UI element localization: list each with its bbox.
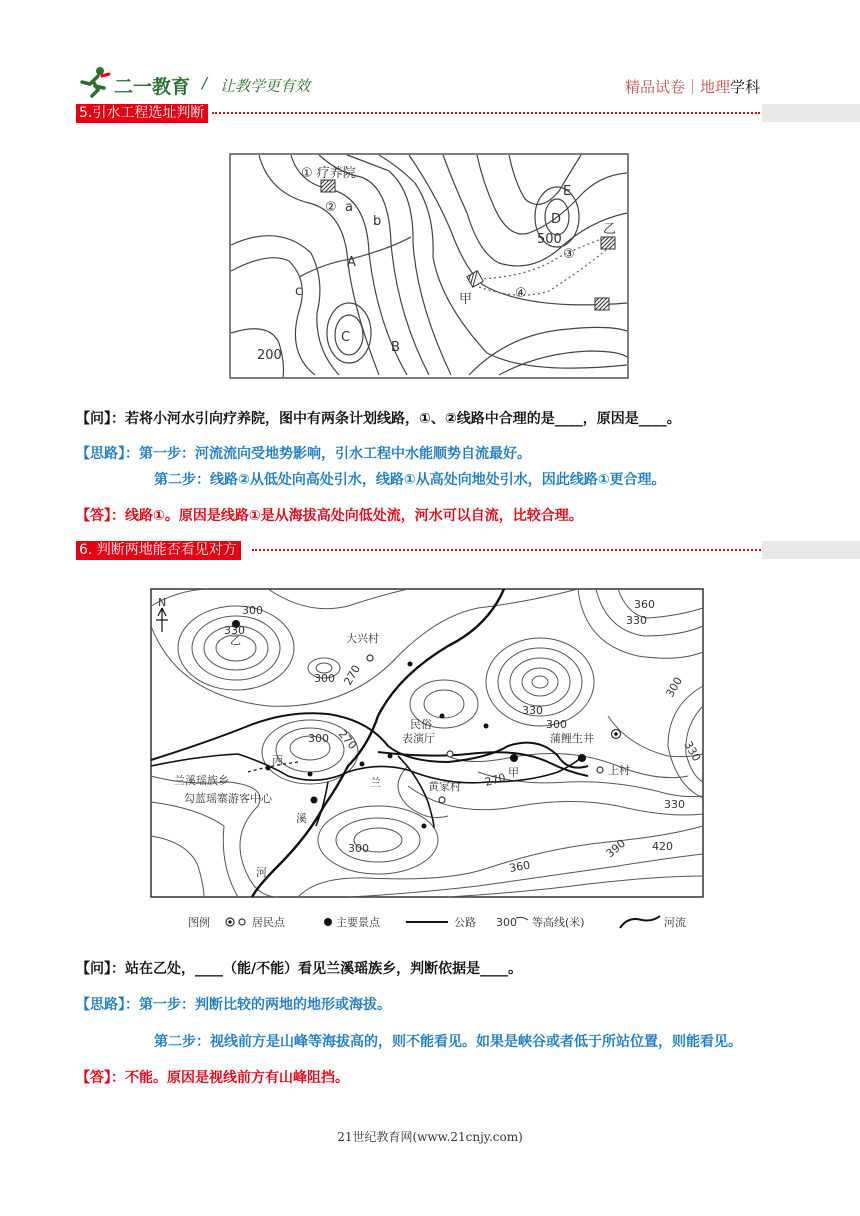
scenic-dot: [484, 724, 489, 729]
scenic-dot: [510, 754, 518, 762]
header-slogan: 让教学更有效: [220, 77, 311, 95]
logo-text: 二一教育: [114, 76, 191, 98]
label-270-c: 270: [483, 770, 508, 789]
label-bing: 丙: [272, 754, 283, 767]
section6-question: [76, 958, 522, 978]
label-300-tr: 300: [546, 718, 567, 731]
label-330-r: 330: [681, 739, 704, 764]
legend-residence-icon-open: [239, 919, 245, 925]
answer-tag: 【答】: [76, 1070, 111, 1086]
question-text: ：若将小河水引向疗养院，图中有两条计划线路，①、②线路中合理的是____，原因是____。: [111, 411, 681, 427]
label-390: 390: [603, 836, 629, 861]
legend-residence-icon-dot: [228, 920, 231, 923]
scenic-dot: [578, 754, 586, 762]
label-270-b: 270: [335, 727, 360, 753]
header-quality-papers: 精品试卷: [625, 78, 686, 96]
scenic-dot: [440, 714, 445, 719]
legend-river-icon: [620, 916, 660, 928]
think-text: ：第一步：判断比较的两地的地形或海拔。: [125, 997, 391, 1013]
question-tag: 【问】: [76, 411, 111, 427]
scenic-dot: [311, 797, 318, 804]
scenic-dot: [266, 766, 271, 771]
map-legend: [188, 915, 686, 929]
label-420: 420: [652, 840, 673, 853]
label-xi: 溪: [296, 812, 307, 825]
label-a: a: [345, 200, 353, 215]
label-b: b: [373, 214, 382, 229]
hatched-sanatorium-icon: [321, 180, 335, 192]
think-tag: 【思路】: [76, 997, 125, 1013]
think-text: ：第一步：河流流向受地势影响，引水工程中水能顺势自流最好。: [125, 446, 531, 462]
label-yi: 乙: [603, 222, 617, 237]
residence-icon: [367, 655, 373, 661]
label-minsu-1: 民俗: [410, 718, 432, 731]
think-tag: 【思路】: [76, 446, 125, 462]
label-puli: 蒲鲤生井: [550, 732, 594, 745]
label-500: 500: [537, 232, 562, 247]
label-330-c: 330: [522, 704, 543, 717]
label-jia: 甲: [459, 292, 473, 307]
legend-road: 公路: [454, 916, 476, 929]
section5-answer: [76, 505, 583, 525]
label-huangjia: 黄家村: [428, 780, 461, 793]
legend-scenic: 主要景点: [336, 916, 380, 929]
label-300-bing: 300: [308, 732, 329, 745]
question-text: ：站在乙处，____（能/不能）看见兰溪瑶族乡，判断依据是____。: [111, 961, 523, 977]
section5-think-step1: [76, 443, 531, 463]
label-sanatorium: ① 疗养院: [301, 166, 356, 181]
label-route2: ②: [325, 200, 337, 215]
scenic-dot: [308, 772, 313, 777]
residence-icon: [597, 767, 603, 773]
section6-answer: [76, 1067, 349, 1087]
section6-think-step1: [76, 994, 391, 1014]
page-header: [74, 64, 786, 104]
section6-dotted-line: [252, 549, 768, 551]
topographic-map-2: [148, 586, 710, 936]
label-330-tr: 330: [626, 614, 647, 627]
header-subject: [625, 76, 760, 97]
label-E: E: [563, 184, 572, 199]
legend-contour-val: 300: [496, 916, 517, 929]
label-270-a: 270: [341, 662, 364, 688]
answer-text: ：不能。原因是视线前方有山峰阻挡。: [111, 1070, 349, 1086]
residence-icon: [439, 797, 445, 803]
label-yi: 乙: [230, 634, 241, 647]
label-c: c: [295, 284, 303, 299]
hatched-box-icon: [595, 298, 609, 310]
header-slash: /: [202, 74, 208, 92]
label-360-tr: 360: [634, 598, 655, 611]
label-D: D: [551, 212, 562, 227]
label-C: C: [341, 330, 351, 345]
legend-scenic-icon: [324, 918, 332, 926]
answer-text: ：线路①。原因是线路①是从海拔高处向低处流，河水可以自流，比较合理。: [111, 508, 583, 524]
label-daxing: 大兴村: [346, 632, 379, 645]
hatched-yi-icon: [601, 237, 615, 249]
residence-icon: [614, 732, 618, 736]
label-360-b: 360: [508, 858, 532, 875]
scenic-dot: [408, 662, 413, 667]
label-300-a: 300: [314, 672, 335, 685]
scenic-dot: [422, 824, 427, 829]
label-goulan: 勾蓝瑶寨游客中心: [184, 792, 272, 805]
scenic-dot: [388, 754, 393, 759]
residence-icon: [447, 751, 453, 757]
label-minsu-2: 表演厅: [402, 732, 435, 745]
label-300-bl: 300: [348, 842, 369, 855]
header-separator: ｜: [685, 78, 701, 96]
label-he: 河: [256, 866, 267, 879]
section5-title: 5.引水工程选址判断: [76, 104, 208, 123]
header-geography: 地理: [700, 78, 731, 96]
label-shangcun: 上村: [608, 764, 630, 777]
header-subject-word: 学科: [730, 78, 761, 96]
section6-gray-bar: [762, 541, 860, 559]
label-A: A: [347, 255, 356, 270]
label-330-br: 330: [664, 798, 685, 811]
label-route3: ③: [563, 247, 575, 262]
section5-dotted-line: [212, 112, 760, 114]
legend-residence: 居民点: [252, 916, 285, 929]
label-300-tl: 300: [242, 604, 263, 617]
page-footer: 21世纪教育网(www.21cnjy.com): [337, 1130, 523, 1144]
label-lan: 兰: [370, 776, 381, 789]
section6-think-step2: 第二步：视线前方是山峰等海拔高的，则不能看见。如果是峡谷或者低于所站位置，则能看见。: [154, 1034, 742, 1050]
legend-river: 河流: [664, 916, 686, 929]
label-300-r: 300: [663, 674, 686, 700]
label-330-tl: 330: [224, 624, 245, 637]
label-B: B: [391, 340, 400, 355]
label-north: N: [158, 596, 167, 609]
section5-think-step2: 第二步：线路②从低处向高处引水，线路①从高处向地处引水，因此线路①更合理。: [154, 472, 666, 488]
label-route4: ④: [515, 286, 527, 301]
section5-question: [76, 408, 681, 428]
question-tag: 【问】: [76, 961, 111, 977]
legend-contour-icon: [516, 917, 528, 920]
label-jia: 甲: [508, 766, 519, 779]
label-lanxi-village: 兰溪瑶族乡: [174, 774, 229, 787]
runner-logo-icon: [78, 66, 112, 98]
section6-title: 6. 判断两地能否看见对方: [76, 541, 241, 560]
legend-contour: 等高线(米): [532, 916, 585, 929]
answer-tag: 【答】: [76, 508, 111, 524]
scenic-dot: [360, 762, 365, 767]
label-200: 200: [257, 348, 282, 363]
topographic-map-1: [229, 153, 629, 379]
legend-title: 图例: [188, 916, 210, 929]
section5-gray-bar: [762, 104, 860, 122]
